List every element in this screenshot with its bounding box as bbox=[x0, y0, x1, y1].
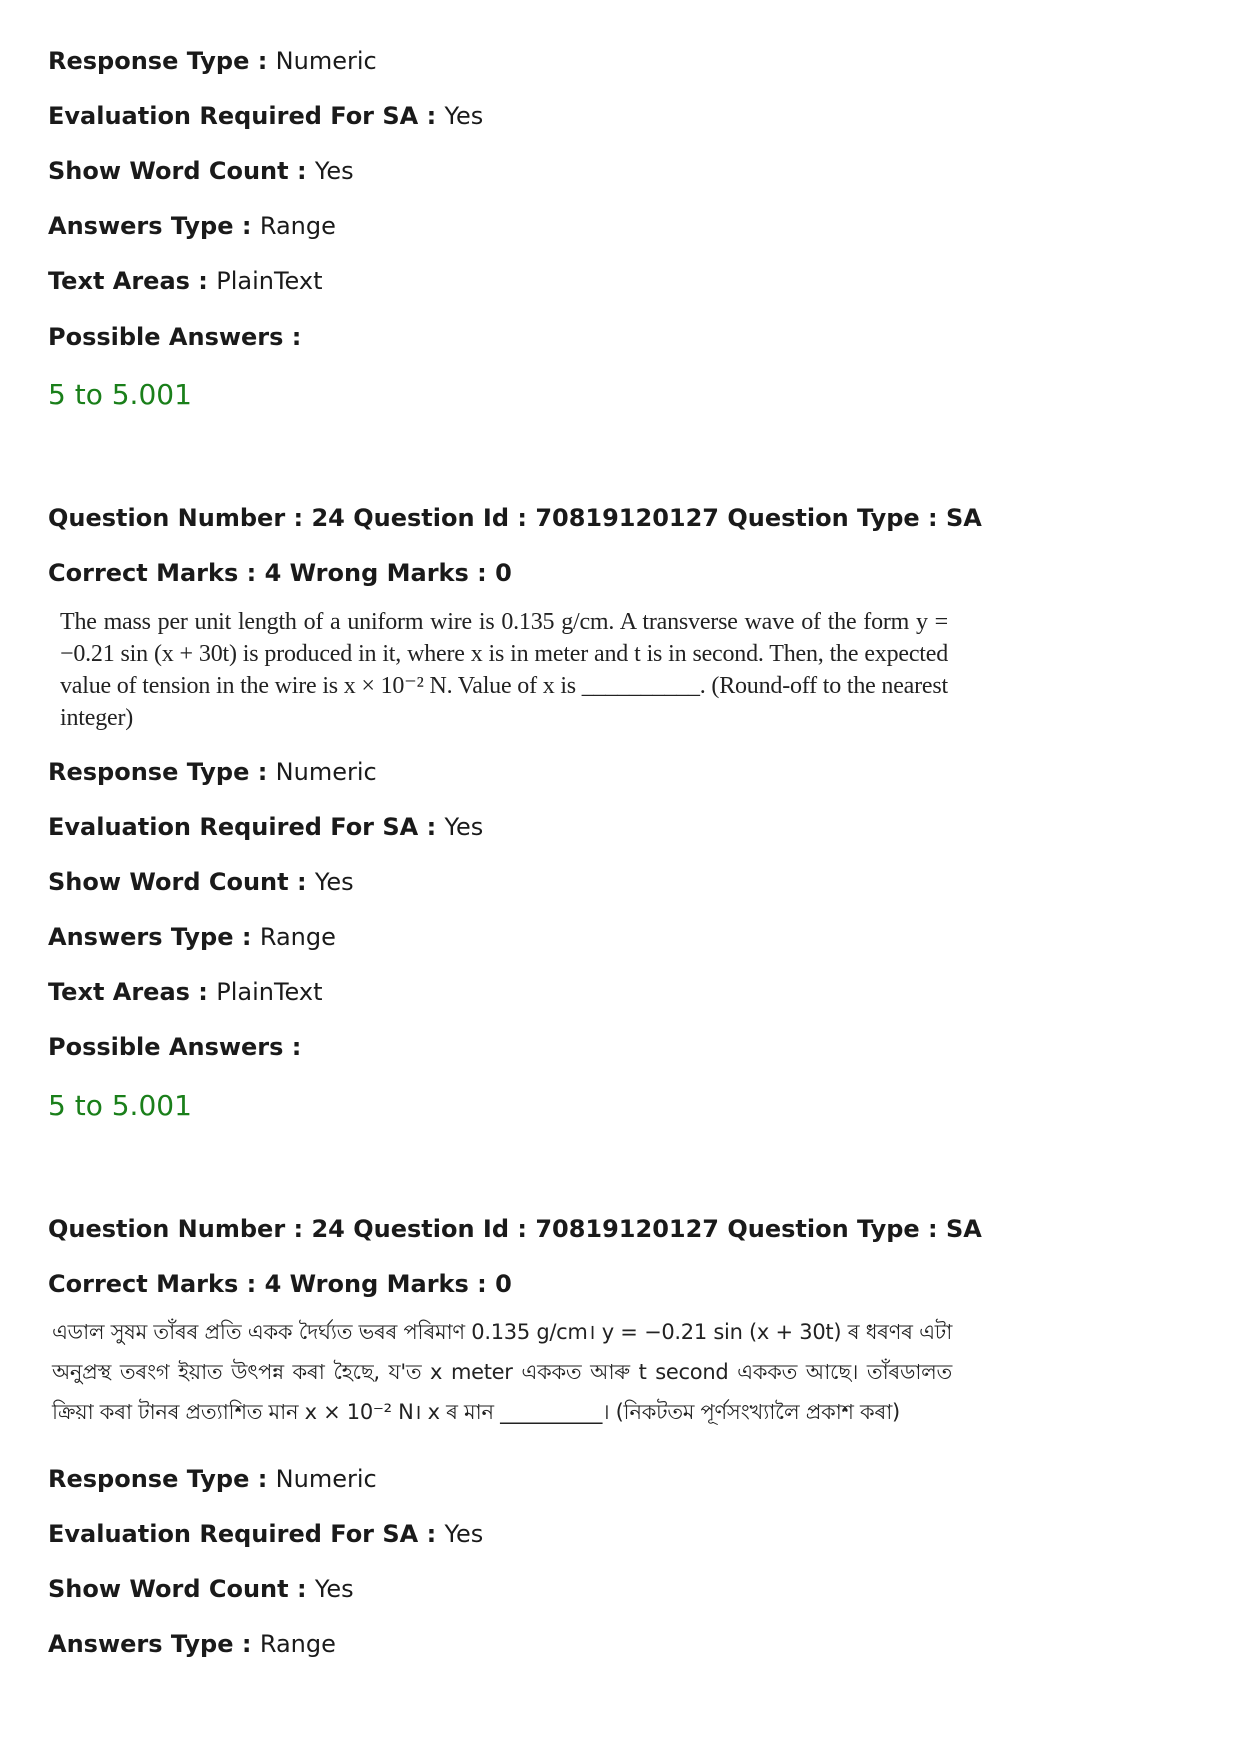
question-text-assamese: এডাল সুষম তাঁৰৰ প্ৰতি একক দৈৰ্ঘ্যত ভৰৰ পৰিমাণ 0.135 g/cm। y = −0.21 sin (x + 30t) ৰ ধৰণৰ এটা অনুপ্ৰস্থ তৰংগ ইয়াত উৎপন্ন কৰা হৈছে, য'ত x meter এককত আৰু t second এককত আছে। তাঁৰডালত ক্ৰিয়া কৰা টানৰ প্ৰত্যাশিত মান x × 10⁻² N। x ৰ মান __________। (নিকটতম পূৰ্ণসংখ্যালৈ প্ৰকাশ কৰা) bbox=[52, 1320, 952, 1424]
question-header-text: Question Number : 24 Question Id : 70819120127 Question Type : SA bbox=[48, 1215, 982, 1243]
possible-answer-value: 5 to 5.001 bbox=[48, 1089, 192, 1122]
question-header bbox=[48, 1214, 982, 1244]
marks-row bbox=[48, 1269, 512, 1299]
show-word-count-value: Yes bbox=[314, 868, 354, 896]
answers-type-value: Range bbox=[259, 212, 336, 240]
answers-type-row bbox=[48, 1629, 336, 1659]
text-areas-row bbox=[48, 266, 323, 296]
response-type-label: Response Type : bbox=[48, 1465, 276, 1493]
response-type-row bbox=[48, 46, 377, 76]
show-word-count-row bbox=[48, 156, 354, 186]
evaluation-required-label: Evaluation Required For SA : bbox=[48, 1520, 445, 1548]
evaluation-required-value: Yes bbox=[444, 1520, 484, 1548]
question-header bbox=[48, 503, 982, 533]
text-areas-label: Text Areas : bbox=[48, 267, 217, 295]
evaluation-required-label: Evaluation Required For SA : bbox=[48, 102, 445, 130]
response-type-row bbox=[48, 1464, 377, 1494]
show-word-count-value: Yes bbox=[314, 1575, 354, 1603]
show-word-count-label: Show Word Count : bbox=[48, 1575, 315, 1603]
text-areas-value: PlainText bbox=[216, 978, 323, 1006]
text-areas-row bbox=[48, 977, 323, 1007]
show-word-count-row bbox=[48, 867, 354, 897]
answers-type-label: Answers Type : bbox=[48, 923, 260, 951]
marks-text: Correct Marks : 4 Wrong Marks : 0 bbox=[48, 1270, 512, 1298]
show-word-count-value: Yes bbox=[314, 157, 354, 185]
response-type-value: Numeric bbox=[275, 758, 377, 786]
answers-type-label: Answers Type : bbox=[48, 212, 260, 240]
response-type-label: Response Type : bbox=[48, 47, 276, 75]
evaluation-required-label: Evaluation Required For SA : bbox=[48, 813, 445, 841]
answers-type-row bbox=[48, 922, 336, 952]
question-text-english: The mass per unit length of a uniform wire is 0.135 g/cm. A transverse wave of the form y = −0.21 sin (x + 30t) is produced in it, where x is in meter and t is in second. Then, the expected value of tension in the wire is x × 10⁻² N. Value of x is __________. (Round-off to the nearest integer) bbox=[60, 609, 948, 731]
marks-text: Correct Marks : 4 Wrong Marks : 0 bbox=[48, 559, 512, 587]
show-word-count-label: Show Word Count : bbox=[48, 868, 315, 896]
text-areas-label: Text Areas : bbox=[48, 978, 217, 1006]
answers-type-value: Range bbox=[259, 1630, 336, 1658]
show-word-count-row bbox=[48, 1574, 354, 1604]
response-type-value: Numeric bbox=[275, 47, 377, 75]
evaluation-required-value: Yes bbox=[444, 813, 484, 841]
show-word-count-label: Show Word Count : bbox=[48, 157, 315, 185]
possible-answer-value: 5 to 5.001 bbox=[48, 378, 192, 411]
marks-row bbox=[48, 558, 512, 588]
answers-type-label: Answers Type : bbox=[48, 1630, 260, 1658]
evaluation-required-row bbox=[48, 101, 483, 131]
possible-answers-row bbox=[48, 1032, 301, 1062]
question-header-text: Question Number : 24 Question Id : 70819120127 Question Type : SA bbox=[48, 504, 982, 532]
text-areas-value: PlainText bbox=[216, 267, 323, 295]
response-type-row bbox=[48, 757, 377, 787]
evaluation-required-value: Yes bbox=[444, 102, 484, 130]
possible-answers-row bbox=[48, 322, 301, 352]
possible-answers-label: Possible Answers : bbox=[48, 1033, 302, 1061]
answers-type-row bbox=[48, 211, 336, 241]
possible-answers-label: Possible Answers : bbox=[48, 323, 302, 351]
evaluation-required-row bbox=[48, 812, 483, 842]
response-type-label: Response Type : bbox=[48, 758, 276, 786]
evaluation-required-row bbox=[48, 1519, 483, 1549]
response-type-value: Numeric bbox=[275, 1465, 377, 1493]
answers-type-value: Range bbox=[259, 923, 336, 951]
